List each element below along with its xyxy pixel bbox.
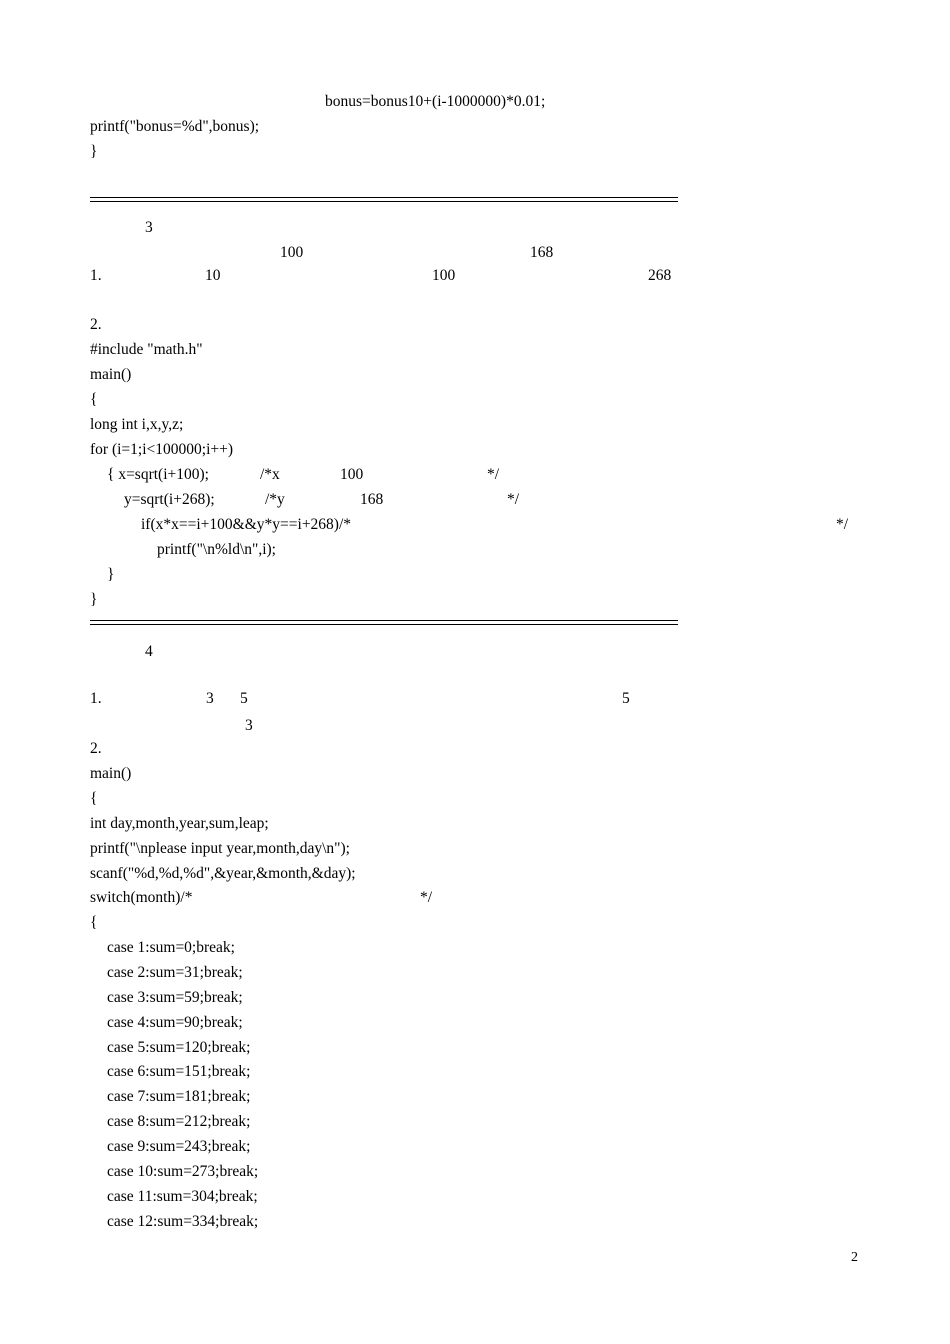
code-comment: 168 (360, 491, 384, 508)
code-line: for (i=1;i<100000;i++) (90, 441, 234, 458)
code-label: 2. (90, 740, 102, 757)
code-comment: */ (836, 516, 849, 533)
analysis-label: 1. (90, 267, 102, 284)
page-number: 2 (851, 1250, 858, 1265)
code-line: { (90, 914, 98, 931)
code-line: } (107, 566, 115, 583)
case-line: case 3:sum=59;break; (107, 989, 243, 1006)
case-line: case 11:sum=304;break; (107, 1188, 258, 1205)
code-line: { (90, 790, 98, 807)
analysis-number: 268 (648, 267, 672, 284)
code-line: printf("\nplease input year,month,day\n"); (90, 840, 350, 857)
code-line: #include "math.h" (90, 341, 203, 358)
problem-number: 3 (145, 219, 153, 236)
case-line: case 8:sum=212;break; (107, 1113, 251, 1130)
code-comment: */ (507, 491, 520, 508)
code-line: { x=sqrt(i+100); (107, 466, 209, 483)
code-line: y=sqrt(i+268); (124, 491, 215, 508)
code-line: } (90, 591, 98, 608)
case-line: case 10:sum=273;break; (107, 1163, 259, 1180)
analysis-number: 3 (206, 690, 214, 707)
code-comment: 100 (340, 466, 364, 483)
analysis-number: 100 (432, 267, 456, 284)
code-line: main() (90, 366, 132, 383)
analysis-number: 3 (245, 717, 253, 734)
code-line: main() (90, 765, 132, 782)
code-line: switch(month)/* (90, 889, 193, 906)
code-line: { (90, 391, 98, 408)
code-line: long int i,x,y,z; (90, 416, 184, 433)
case-line: case 2:sum=31;break; (107, 964, 243, 981)
code-label: 2. (90, 316, 102, 333)
analysis-number: 5 (240, 690, 248, 707)
problem-text-number: 168 (530, 244, 554, 261)
code-line: if(x*x==i+100&&y*y==i+268)/* (141, 516, 352, 533)
code-comment: */ (420, 889, 433, 906)
analysis-number: 5 (622, 690, 630, 707)
problem-text-number: 100 (280, 244, 304, 261)
code-line: } (90, 143, 98, 160)
code-comment: /*x (260, 466, 280, 483)
case-line: case 6:sum=151;break; (107, 1063, 251, 1080)
case-line: case 4:sum=90;break; (107, 1014, 243, 1031)
separator-line (90, 197, 678, 202)
analysis-label: 1. (90, 690, 102, 707)
case-line: case 5:sum=120;break; (107, 1039, 251, 1056)
code-line: int day,month,year,sum,leap; (90, 815, 269, 832)
problem-number: 4 (145, 643, 153, 660)
case-line: case 9:sum=243;break; (107, 1138, 251, 1155)
analysis-number: 10 (205, 267, 221, 284)
case-line: case 7:sum=181;break; (107, 1088, 251, 1105)
separator-line (90, 620, 678, 625)
case-line: case 1:sum=0;break; (107, 939, 235, 956)
code-line: scanf("%d,%d,%d",&year,&month,&day); (90, 865, 356, 882)
code-comment: /*y (265, 491, 285, 508)
code-line: printf("\n%ld\n",i); (157, 541, 276, 558)
code-line: bonus=bonus10+(i-1000000)*0.01; (325, 93, 546, 110)
code-line: printf("bonus=%d",bonus); (90, 118, 260, 135)
code-comment: */ (487, 466, 500, 483)
case-line: case 12:sum=334;break; (107, 1213, 259, 1230)
